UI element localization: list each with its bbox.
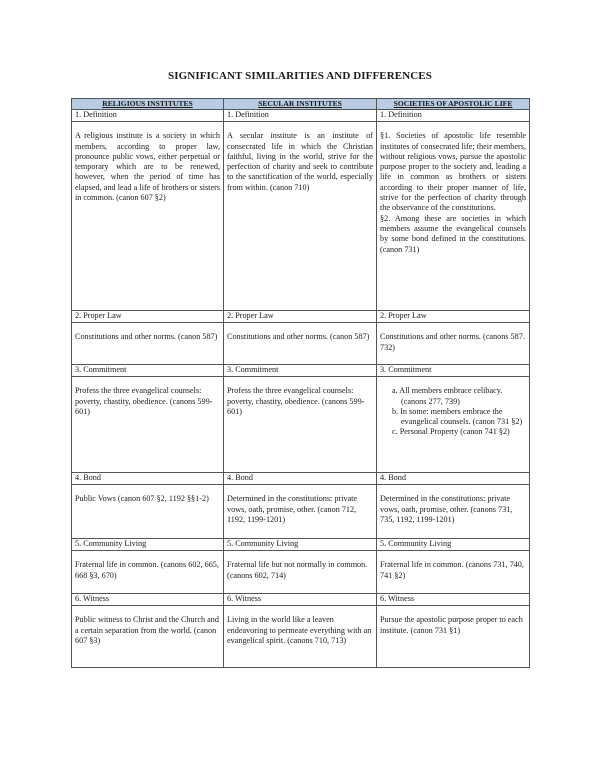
- section-head: 5. Community Living: [377, 539, 530, 551]
- section-body: Determined in the constitutions: private vows, oath, promise, other. (canons 731, 735, 1192, 1199-1201): [377, 485, 530, 539]
- section-body: Constitutions and other norms. (canons 587. 732): [377, 323, 530, 365]
- table-header-row: [72, 99, 530, 110]
- section-body-row: [72, 485, 530, 539]
- section-head-row: [72, 473, 530, 485]
- column-header-apostolic: SOCIETIES OF APOSTOLIC LIFE: [377, 99, 530, 110]
- section-body: [377, 122, 530, 311]
- list-item: b. In some: members embrace the evangelical counsels. (canon 731 §2): [392, 406, 523, 427]
- section-head: 6. Witness: [72, 594, 224, 606]
- section-head-row: [72, 311, 530, 323]
- section-head: 4. Bond: [377, 473, 530, 485]
- section-body-row: [72, 122, 530, 311]
- section-head: 1. Definition: [377, 110, 530, 122]
- section-head-row: [72, 539, 530, 551]
- section-body: A religious institute is a society in which members, according to proper law, pronounce public vows, either perpetual or temporary which are to be renewed, however, when the period of time has elapsed, and lead a life of brothers or sisters in common. (canon 607 §2): [72, 122, 224, 311]
- column-header-secular: SECULAR INSTITUTES: [224, 99, 377, 110]
- section-head-row: [72, 110, 530, 122]
- section-body: Fraternal life in common. (canons 602, 665, 668 §3, 670): [72, 551, 224, 594]
- section-head: 6. Witness: [224, 594, 377, 606]
- section-body: A secular institute is an institute of consecrated life in which the Christian faithful, living in the world, strive for the perfection of charity and seek to contribute to the sanctification of the world, especially from within. (canon 710): [224, 122, 377, 311]
- section-body: Constitutions and other norms. (canon 587): [72, 323, 224, 365]
- definition-paragraph-1: §1. Societies of apostolic life resemble institutes of consecrated life; their members, without religious vows, pursue the apostolic purpose proper to the society and, leading a life in common as brothers or sisters according to their proper manner of life, strive for the perfection of charity through the observance of the constitutions.: [380, 131, 526, 213]
- page-title: SIGNIFICANT SIMILARITIES AND DIFFERENCES: [168, 70, 432, 82]
- comparison-table: [71, 98, 530, 668]
- section-head-row: [72, 365, 530, 377]
- section-head: 2. Proper Law: [224, 311, 377, 323]
- section-body: Profess the three evangelical counsels: poverty, chastity, obedience. (canons 599-601): [72, 377, 224, 473]
- section-head: 6. Witness: [377, 594, 530, 606]
- section-head: 4. Bond: [72, 473, 224, 485]
- section-head: 2. Proper Law: [72, 311, 224, 323]
- section-head: 3. Commitment: [72, 365, 224, 377]
- section-head: 1. Definition: [224, 110, 377, 122]
- section-body: Fraternal life but not normally in common. (canons 602, 714): [224, 551, 377, 594]
- section-body: Public Vows (canon 607 §2, 1192 §§1-2): [72, 485, 224, 539]
- column-header-religious: RELIGIOUS INSTITUTES: [72, 99, 224, 110]
- list-item: c. Personal Property (canon 741 §2): [392, 427, 510, 437]
- section-body: [377, 377, 530, 473]
- section-body-row: [72, 323, 530, 365]
- section-body-row: [72, 551, 530, 594]
- section-body: Determined in the constitutions: private vows, oath, promise, other. (canon 712, 1192, 1199-1201): [224, 485, 377, 539]
- section-head: 1. Definition: [72, 110, 224, 122]
- section-head: 4. Bond: [224, 473, 377, 485]
- section-head-row: [72, 594, 530, 606]
- section-body-row: [72, 606, 530, 668]
- section-head: 3. Commitment: [377, 365, 530, 377]
- section-head: 2. Proper Law: [377, 311, 530, 323]
- list-item: a. All members embrace celibacy. (canons 277, 739): [392, 386, 503, 406]
- definition-paragraph-2: §2. Among these are societies in which members assume the evangelical counsels by some bond defined in the constitutions. (canon 731): [380, 213, 526, 254]
- section-head: 5. Community Living: [224, 539, 377, 551]
- section-body-row: [72, 377, 530, 473]
- section-body: Constitutions and other norms. (canon 587): [224, 323, 377, 365]
- section-body: Public witness to Christ and the Church and a certain separation from the world. (canon 607 §3): [72, 606, 224, 668]
- section-head: 3. Commitment: [224, 365, 377, 377]
- section-body: Fraternal life in common. (canons 731, 740, 741 §2): [377, 551, 530, 594]
- section-body: Profess the three evangelical counsels: poverty, chastity, obedience. (canons 599-601): [224, 377, 377, 473]
- section-body: Pursue the apostolic purpose proper to each institute. (canon 731 §1): [377, 606, 530, 668]
- commitment-list: [380, 386, 526, 437]
- section-body: Living in the world like a leaven endeavoring to permeate everything with an evangelical spirit. (canons 710, 713): [224, 606, 377, 668]
- section-head: 5. Community Living: [72, 539, 224, 551]
